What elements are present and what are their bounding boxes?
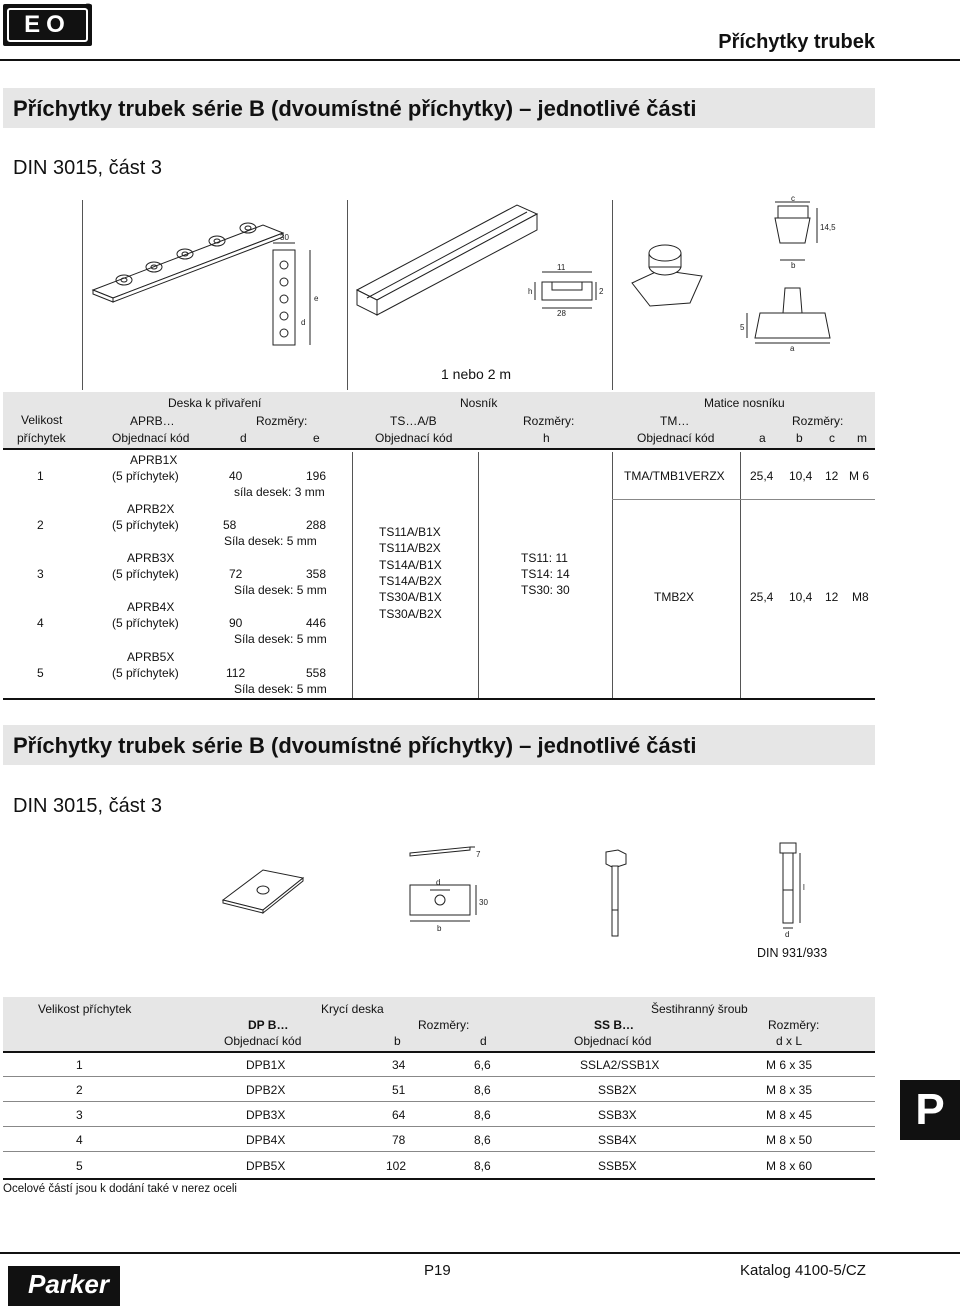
eo-logo [3, 4, 92, 46]
t1-code-4: APRB4X [127, 600, 175, 614]
t2-ss-4: SSB4X [598, 1133, 637, 1147]
t2-b-1: 34 [392, 1058, 406, 1072]
t1-size-2: 2 [37, 518, 44, 532]
ts-code-6: TS30A/B2X [379, 607, 442, 621]
dim-e: e [314, 294, 319, 303]
col-kod-2: Objednací kód [375, 431, 453, 445]
col-e: e [313, 431, 320, 445]
din-note: DIN 931/933 [757, 946, 828, 960]
table2-rule [3, 1051, 875, 1053]
t1-d-4: 90 [229, 616, 243, 630]
ts-h-1: TS11: 11 [521, 551, 568, 565]
dim2-t: 7 [476, 850, 481, 859]
footer-rule [0, 1252, 960, 1254]
t1-size-5: 5 [37, 666, 44, 680]
col-rozmery-3: Rozměry: [792, 414, 844, 428]
tm-a-2: 25,4 [750, 590, 774, 604]
rail-drawing [352, 200, 607, 325]
t1-e-2: 288 [306, 518, 327, 532]
page-number: P19 [424, 1262, 451, 1279]
header-rule [0, 59, 960, 61]
logo-text: EO [7, 8, 88, 42]
dim-5: 5 [740, 323, 745, 332]
tm-c-1: 12 [825, 469, 839, 483]
t2-h-kod-2: Objednací kód [574, 1034, 652, 1048]
ts-code-5: TS30A/B1X [379, 590, 442, 604]
t2-dxl-2: M 8 x 35 [766, 1083, 813, 1097]
t2-ss-5: SSB5X [598, 1159, 637, 1173]
t1-e-1: 196 [306, 469, 327, 483]
t2-b-4: 78 [392, 1133, 406, 1147]
t1-d-3: 72 [229, 567, 243, 581]
ts-code-4: TS14A/B2X [379, 574, 442, 588]
t2-d-1: 6,6 [474, 1058, 491, 1072]
rail-nut-drawing [620, 194, 840, 358]
t2-b-5: 102 [386, 1159, 407, 1173]
t2-h-rozmery-2: Rozměry: [768, 1018, 820, 1032]
t2-size-1: 1 [76, 1058, 83, 1072]
col-divider [352, 452, 353, 698]
ts-h-3: TS30: 30 [521, 583, 570, 597]
t1-e-4: 446 [306, 616, 327, 630]
t1-e-3: 358 [306, 567, 327, 581]
t1-note-4: Síla desek: 5 mm [234, 632, 327, 646]
group-deska: Deska k přivaření [168, 396, 262, 410]
t2-ss-2: SSB2X [598, 1083, 637, 1097]
section1-subtitle: DIN 3015, část 3 [13, 157, 162, 179]
t1-e-5: 558 [306, 666, 327, 680]
t1-code-3: APRB3X [127, 551, 175, 565]
t2-h-ss: SS B… [594, 1018, 635, 1032]
parker-logo-text: Parker [28, 1269, 109, 1299]
t2-dxl-3: M 8 x 45 [766, 1108, 813, 1122]
col-c: c [829, 431, 835, 445]
col-aprb: APRB… [130, 414, 175, 428]
ts-h-2: TS14: 14 [521, 567, 570, 581]
dim-14-5: 14,5 [820, 223, 836, 232]
t2-d-3: 8,6 [474, 1108, 491, 1122]
fig-divider [82, 200, 83, 390]
t2-row-divider [3, 1101, 875, 1102]
cover-plate-drawing [218, 860, 308, 920]
t1-d-1: 40 [229, 469, 243, 483]
dim-d: d [301, 318, 306, 327]
t2-h-sest: Šestihranný šroub [651, 1002, 748, 1016]
t2-ss-1: SSLA2/SSB1X [580, 1058, 660, 1072]
dim2-d: d [436, 878, 441, 887]
section1-title: Příchytky trubek série B (dvoumístné příchytky) – jednotlivé části [13, 96, 697, 121]
t1-note-5: Síla desek: 5 mm [234, 682, 327, 696]
t2-size-5: 5 [76, 1159, 83, 1173]
t2-ss-3: SSB3X [598, 1108, 637, 1122]
t2-dxl-5: M 8 x 60 [766, 1159, 813, 1173]
t1-sub-4: (5 příchytek) [112, 616, 179, 630]
t2-d-4: 8,6 [474, 1133, 491, 1147]
tm-b-2: 10,4 [789, 590, 813, 604]
section2-subtitle: DIN 3015, část 3 [13, 795, 162, 817]
dim-11: 11 [557, 263, 566, 272]
t1-code-1: APRB1X [130, 453, 178, 467]
dim-2: 2 [599, 287, 604, 296]
t2-row-divider [3, 1151, 875, 1152]
dim-c: c [791, 194, 795, 203]
registered-mark: ® [85, 2, 91, 11]
col-prichytek: příchytek [17, 431, 66, 445]
dim-28: 28 [557, 309, 566, 318]
parker-logo [8, 1266, 120, 1306]
section2-title: Příchytky trubek série B (dvoumístné příchytky) – jednotlivé části [13, 733, 697, 758]
t2-b-2: 51 [392, 1083, 406, 1097]
tm-row-divider [612, 499, 875, 500]
weld-plate-drawing [88, 205, 328, 355]
col-velikost: Velikost [21, 413, 63, 427]
fig-divider [347, 200, 348, 390]
dim2-30: 30 [479, 898, 488, 907]
col-kod-1: Objednací kód [112, 431, 190, 445]
tm-m-1: M 6 [849, 469, 870, 483]
t2-dp-2: DPB2X [246, 1083, 286, 1097]
t1-sub-3: (5 příchytek) [112, 567, 179, 581]
col-m: m [857, 431, 867, 445]
col-ts: TS…A/B [390, 414, 437, 428]
col-divider [612, 452, 613, 698]
t2-h-d: d [480, 1034, 487, 1048]
t2-h-dp: DP B… [248, 1018, 289, 1032]
bolt-dims [770, 840, 830, 940]
table1-rule [3, 448, 875, 450]
t2-size-4: 4 [76, 1133, 83, 1147]
t2-h-dxl: d x L [776, 1034, 803, 1048]
t2-dp-3: DPB3X [246, 1108, 286, 1122]
t1-d-2: 58 [223, 518, 237, 532]
t2-b-3: 64 [392, 1108, 406, 1122]
tm-c-2: 12 [825, 590, 839, 604]
t1-note-3: Síla desek: 5 mm [234, 583, 327, 597]
t2-h-rozmery-1: Rozměry: [418, 1018, 470, 1032]
col-b: b [796, 431, 803, 445]
t1-sub-1: (5 příchytek) [112, 469, 179, 483]
dim-h: h [528, 287, 533, 296]
col-tm: TM… [660, 414, 690, 428]
ts-code-1: TS11A/B1X [379, 525, 441, 539]
dim2-b: b [437, 924, 442, 933]
t1-size-4: 4 [37, 616, 44, 630]
t1-sub-2: (5 příchytek) [112, 518, 179, 532]
t2-h-b: b [394, 1034, 401, 1048]
t1-size-1: 1 [37, 469, 44, 483]
t1-d-5: 112 [226, 666, 246, 680]
fig-divider [612, 200, 613, 390]
tm-a-1: 25,4 [750, 469, 774, 483]
t2-d-5: 8,6 [474, 1159, 491, 1173]
col-h: h [543, 431, 550, 445]
group-nosnik: Nosník [460, 396, 498, 410]
col-d: d [240, 431, 247, 445]
col-rozmery-1: Rozměry: [256, 414, 308, 428]
group-matice: Matice nosníku [704, 396, 785, 410]
footnote: Ocelové částí jsou k dodání také v nerez oceli [3, 1183, 237, 1195]
t1-code-2: APRB2X [127, 502, 175, 516]
t2-dp-1: DPB1X [246, 1058, 286, 1072]
tm-code-2: TMB2X [654, 590, 695, 604]
tm-m-2: M8 [852, 590, 869, 604]
t1-code-5: APRB5X [127, 650, 175, 664]
table2-bottom-rule [3, 1178, 875, 1180]
col-a: a [759, 431, 766, 445]
t2-size-2: 2 [76, 1083, 83, 1097]
cover-plate-dims [400, 845, 500, 935]
bolt-drawing [598, 850, 638, 940]
dim-30: 30 [280, 233, 289, 242]
ts-code-2: TS11A/B2X [379, 541, 441, 555]
t2-h-kod-1: Objednací kód [224, 1034, 302, 1048]
t1-size-3: 3 [37, 567, 44, 581]
t2-dp-5: DPB5X [246, 1159, 286, 1173]
t2-dxl-4: M 8 x 50 [766, 1133, 813, 1147]
t2-dp-4: DPB4X [246, 1133, 286, 1147]
section-tab-p: P [900, 1080, 960, 1140]
t1-note-2: Síla desek: 5 mm [224, 534, 317, 548]
t2-row-divider [3, 1126, 875, 1127]
t2-h-velikost: Velikost příchytek [38, 1002, 132, 1016]
tm-b-1: 10,4 [789, 469, 813, 483]
col-rozmery-2: Rozměry: [523, 414, 575, 428]
rail-length-note: 1 nebo 2 m [441, 366, 512, 382]
t2-h-kryci: Krycí deska [321, 1002, 384, 1016]
dim2-l: l [803, 883, 805, 892]
catalog-id: Katalog 4100-5/CZ [740, 1262, 866, 1279]
t2-size-3: 3 [76, 1108, 83, 1122]
tm-code-1: TMA/TMB1VERZX [624, 469, 725, 483]
page-header-title: Příchytky trubek [718, 31, 875, 53]
t2-d-2: 8,6 [474, 1083, 491, 1097]
col-divider [478, 452, 479, 698]
col-kod-3: Objednací kód [637, 431, 715, 445]
t1-sub-5: (5 příchytek) [112, 666, 179, 680]
dim2-bolt-d: d [785, 930, 790, 939]
dim-a: a [790, 344, 795, 353]
col-divider [740, 452, 741, 698]
t2-dxl-1: M 6 x 35 [766, 1058, 813, 1072]
dim-b: b [791, 261, 796, 270]
table1-bottom-rule [3, 698, 875, 700]
ts-code-3: TS14A/B1X [379, 558, 442, 572]
t1-note-1: síla desek: 3 mm [234, 485, 325, 499]
t2-row-divider [3, 1076, 875, 1077]
